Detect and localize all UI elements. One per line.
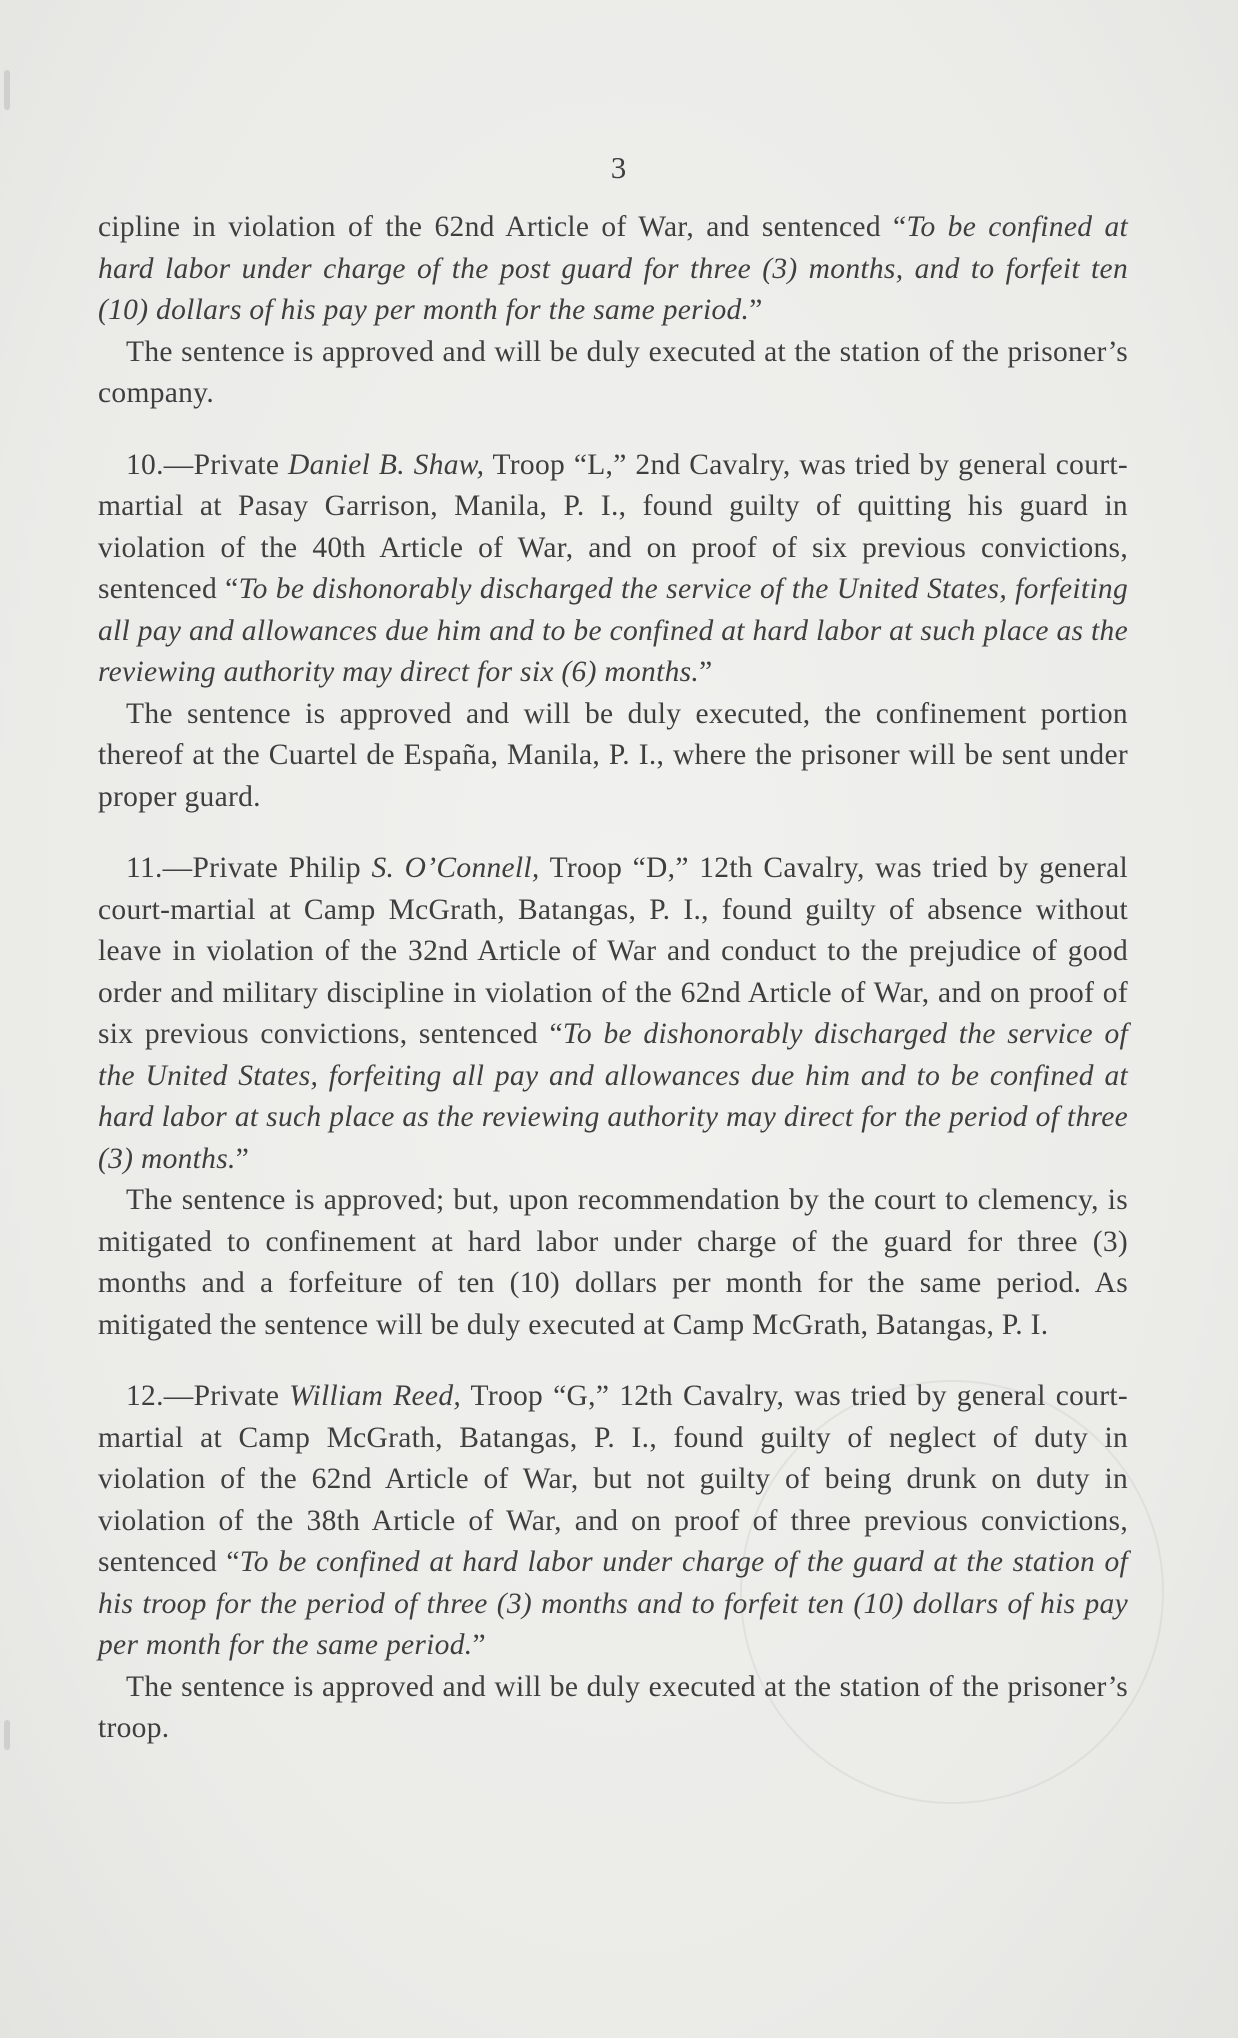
sentence-approval-9 [98,332,1128,415]
sentence-approval-10 [98,694,1128,819]
text-run-italic: William Reed, [289,1380,462,1412]
sentence-approval-11 [98,1180,1128,1346]
text-run: ” [235,1142,250,1175]
paragraph-12 [98,1376,1128,1667]
text-run: Troop “G,” 12th Cavalry, was tried by general court-martial at Camp McGrath, Batangas, P. I., found guilty of neglect of duty in violation of the 62nd Article of War, but not guilty of being drunk on duty in violation of the 38th Article of War, and on proof of three previous convictions, sentenced “ [98,1380,1128,1578]
text-run-italic: To be dishonorably discharged the service of the United States, forfeiting all pay and allowances due him and to be confined at hard labor at such place as the reviewing authority may direct for six (6) months. [98,573,1128,688]
page-number: 3 [610,150,628,185]
text-run: 10.—Private [126,448,289,481]
text-run: cipline in violation of the 62nd Article of War, and sentenced “ [98,211,907,243]
text-run: Troop “D,” 12th Cavalry, was tried by general court-martial at Camp McGrath, Batangas, P. I., found guilty of absence without leave in violation of the 32nd Article of War and conduct to the prejudice of good order and military discipline in violation of the 62nd Article of War, and on proof of six previous convictions, sentenced “ [98,852,1128,1050]
text-run: The sentence is approved and will be duly executed at the station of the prisoner’s company. [98,335,1128,409]
page-edge-mark [4,70,10,110]
text-run: ” [699,656,713,688]
text-run: The sentence is approved; but, upon recommendation by the court to clemency, is mitigated to confinement at hard labor under charge of the guard for three (3) months and a forfeiture of ten (10) dollars per month for the same period. As mitigated the sentence will be duly executed at Camp McGrath, Batangas, P. I. [98,1184,1128,1341]
text-run: 11.—Private Philip [126,852,372,884]
page-edge-mark [4,1720,10,1750]
text-run-italic: To be dishonorably discharged the service of the United States, forfeiting all pay and allowances due him and to be confined at hard labor at such place as the reviewing authority may direct for the period of three (3) months. [98,1018,1128,1175]
text-run: The sentence is approved and will be duly executed, the confinement portion thereof at the Cuartel de España, Manila, P. I., where the prisoner will be sent under proper guard. [98,697,1128,813]
text-run: Troop “L,” 2nd Cavalry, was tried by general court-martial at Pasay Garrison, Manila, P. I., found guilty of quitting his guard in violation of the 40th Article of War, and on proof of six previous convictions, sentenced “ [98,448,1128,605]
text-run: ” [472,1629,486,1661]
paragraph-9-end [98,207,1128,332]
text-run-italic: To be confined at hard labor under charge of the guard at the station of his troop for the period of three (3) months and to forfeit ten (10) dollars of his pay per month for the same period. [98,1546,1128,1661]
paragraph-11 [98,848,1128,1180]
text-run-italic: Daniel B. Shaw, [288,448,485,481]
text-run: The sentence is approved and will be duly executed at the station of the prisoner’s troop. [98,1670,1128,1744]
document-body [98,207,1128,1750]
sentence-approval-12 [98,1667,1128,1750]
text-run: ” [749,294,763,326]
text-run-italic: To be confined at hard labor under charge of the post guard for three (3) months, and to forfeit ten (10) dollars of his pay per month for the same period. [98,211,1128,326]
text-run: 12.—Private [126,1380,290,1412]
text-run-italic: S. O’Connell, [371,852,540,884]
paragraph-10 [98,445,1128,694]
